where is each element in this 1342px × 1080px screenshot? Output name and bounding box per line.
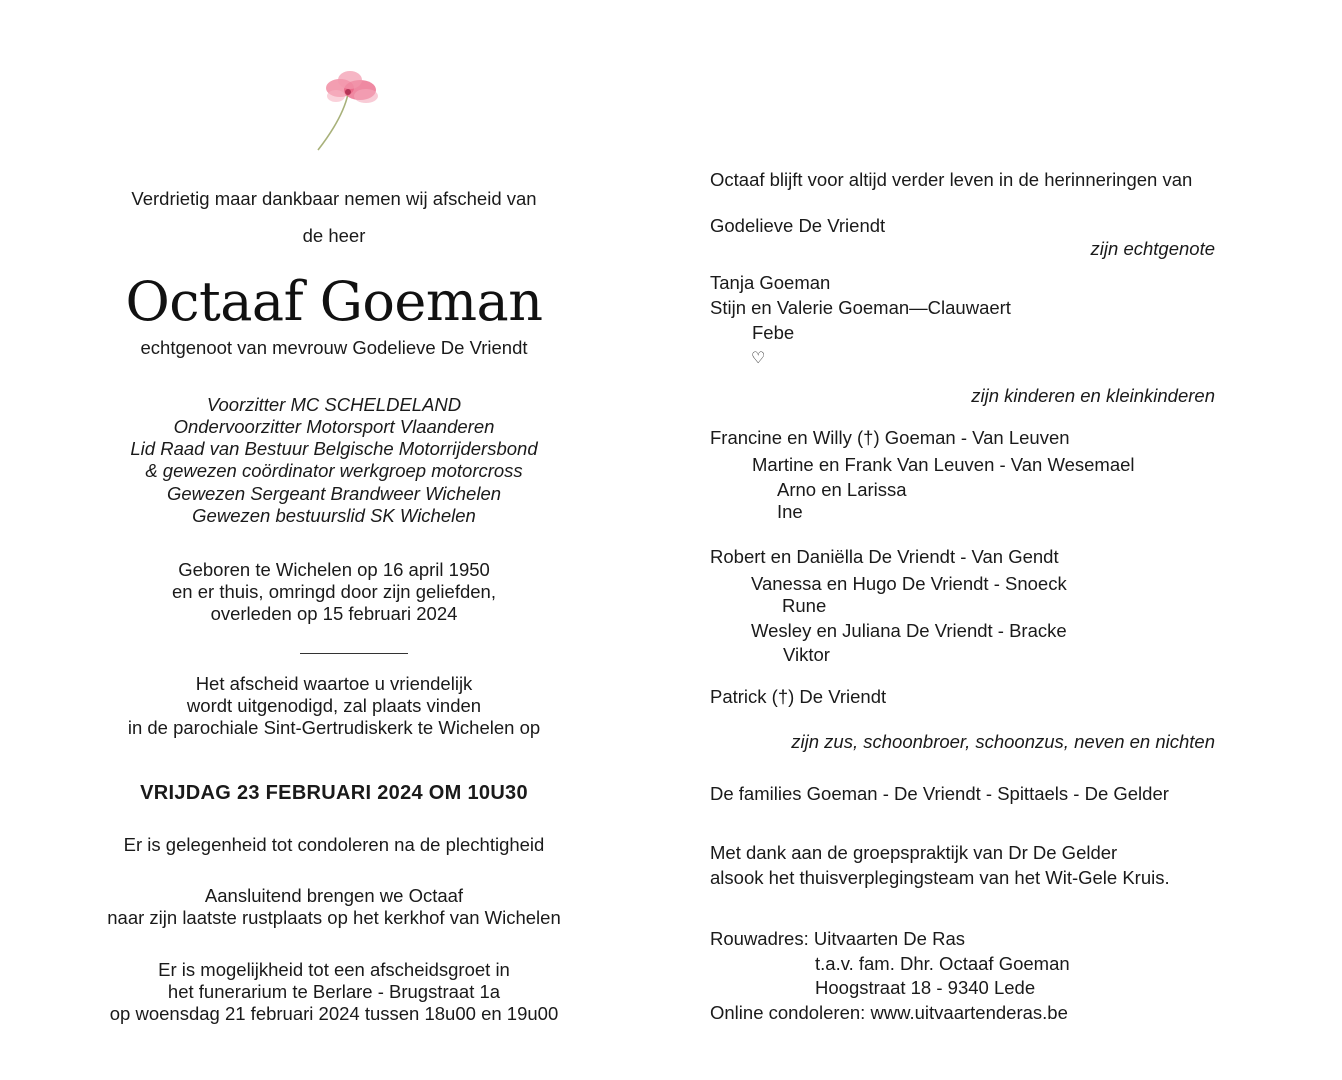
relation-label: zijn zus, schoonbroer, schoonzus, neven en nichten bbox=[791, 731, 1215, 752]
family-member: Febe bbox=[752, 322, 795, 343]
invite-line: wordt uitgenodigd, zal plaats vinden bbox=[186, 695, 482, 716]
thanks-line: Met dank aan de groepspraktijk van Dr De Gelder bbox=[710, 842, 1118, 863]
families-line: De families Goeman - De Vriendt - Spittaels - De Gelder bbox=[710, 783, 1169, 804]
thanks-line: alsook het thuisverplegingsteam van het Wit-Gele Kruis. bbox=[710, 867, 1170, 888]
title-line: Lid Raad van Bestuur Belgische Motorrijdersbond bbox=[130, 438, 538, 459]
birth-line: Geboren te Wichelen op 16 april 1950 bbox=[178, 559, 490, 580]
relation-label: zijn kinderen en kleinkinderen bbox=[971, 385, 1215, 406]
salutation: de heer bbox=[302, 225, 366, 246]
farewell-line: Er is mogelijkheid tot een afscheidsgroet in bbox=[158, 959, 510, 980]
family-member: Viktor bbox=[783, 644, 830, 665]
family-member: Tanja Goeman bbox=[710, 272, 831, 293]
family-member: Vanessa en Hugo De Vriendt - Snoeck bbox=[751, 573, 1067, 594]
condolence-text: Er is gelegenheid tot condoleren na de plechtigheid bbox=[123, 834, 545, 855]
family-member: Ine bbox=[777, 501, 803, 522]
ceremony-date: VRIJDAG 23 FEBRUARI 2024 OM 10U30 bbox=[140, 782, 528, 804]
birth-line: overleden op 15 februari 2024 bbox=[210, 603, 458, 624]
family-member: Francine en Willy (†) Goeman - Van Leuven bbox=[710, 427, 1070, 448]
burial-line: Aansluitend brengen we Octaaf bbox=[204, 885, 464, 906]
title-line: & gewezen coördinator werkgroep motorcross bbox=[145, 460, 523, 481]
burial-line: naar zijn laatste rustplaats op het kerkhof van Wichelen bbox=[107, 907, 561, 928]
farewell-line: op woensdag 21 februari 2024 tussen 18u00 en 19u00 bbox=[109, 1003, 559, 1024]
flower-icon bbox=[310, 62, 390, 154]
farewell-line: het funerarium te Berlare - Brugstraat 1a bbox=[167, 981, 501, 1002]
relation-label: zijn echtgenote bbox=[1090, 238, 1215, 259]
spouse-line: echtgenoot van mevrouw Godelieve De Vriendt bbox=[140, 337, 528, 358]
family-member: Martine en Frank Van Leuven - Van Wesemael bbox=[752, 454, 1135, 475]
family-member: Wesley en Juliana De Vriendt - Bracke bbox=[751, 620, 1067, 641]
title-line: Ondervoorzitter Motorsport Vlaanderen bbox=[173, 416, 495, 437]
address-label: Rouwadres: Uitvaarten De Ras bbox=[710, 928, 965, 949]
family-member: Arno en Larissa bbox=[777, 479, 907, 500]
divider bbox=[300, 653, 408, 654]
address-line: t.a.v. fam. Dhr. Octaaf Goeman bbox=[815, 953, 1070, 974]
heart-icon: ♡ bbox=[751, 350, 766, 367]
family-member: Robert en Daniëlla De Vriendt - Van Gendt bbox=[710, 546, 1059, 567]
family-member: Patrick (†) De Vriendt bbox=[710, 686, 887, 707]
remembrance-intro: Octaaf blijft voor altijd verder leven in de herinneringen van bbox=[710, 169, 1193, 190]
intro-text: Verdrietig maar dankbaar nemen wij afscheid van bbox=[131, 188, 537, 209]
invite-line: Het afscheid waartoe u vriendelijk bbox=[195, 673, 473, 694]
family-member: Rune bbox=[782, 595, 827, 616]
title-line: Voorzitter MC SCHELDELAND bbox=[206, 394, 462, 415]
invite-line: in de parochiale Sint-Gertrudiskerk te Wichelen op bbox=[127, 717, 541, 738]
birth-line: en er thuis, omringd door zijn geliefden, bbox=[172, 581, 496, 602]
address-line: Hoogstraat 18 - 9340 Lede bbox=[815, 977, 1036, 998]
family-member: Godelieve De Vriendt bbox=[710, 215, 886, 236]
title-line: Gewezen Sergeant Brandweer Wichelen bbox=[166, 483, 502, 504]
title-line: Gewezen bestuurslid SK Wichelen bbox=[192, 505, 476, 526]
deceased-name: Octaaf Goeman bbox=[125, 270, 543, 333]
family-member: Stijn en Valerie Goeman—Clauwaert bbox=[710, 297, 1011, 318]
online-condolence-link[interactable]: Online condoleren: www.uitvaartenderas.be bbox=[710, 1002, 1068, 1023]
